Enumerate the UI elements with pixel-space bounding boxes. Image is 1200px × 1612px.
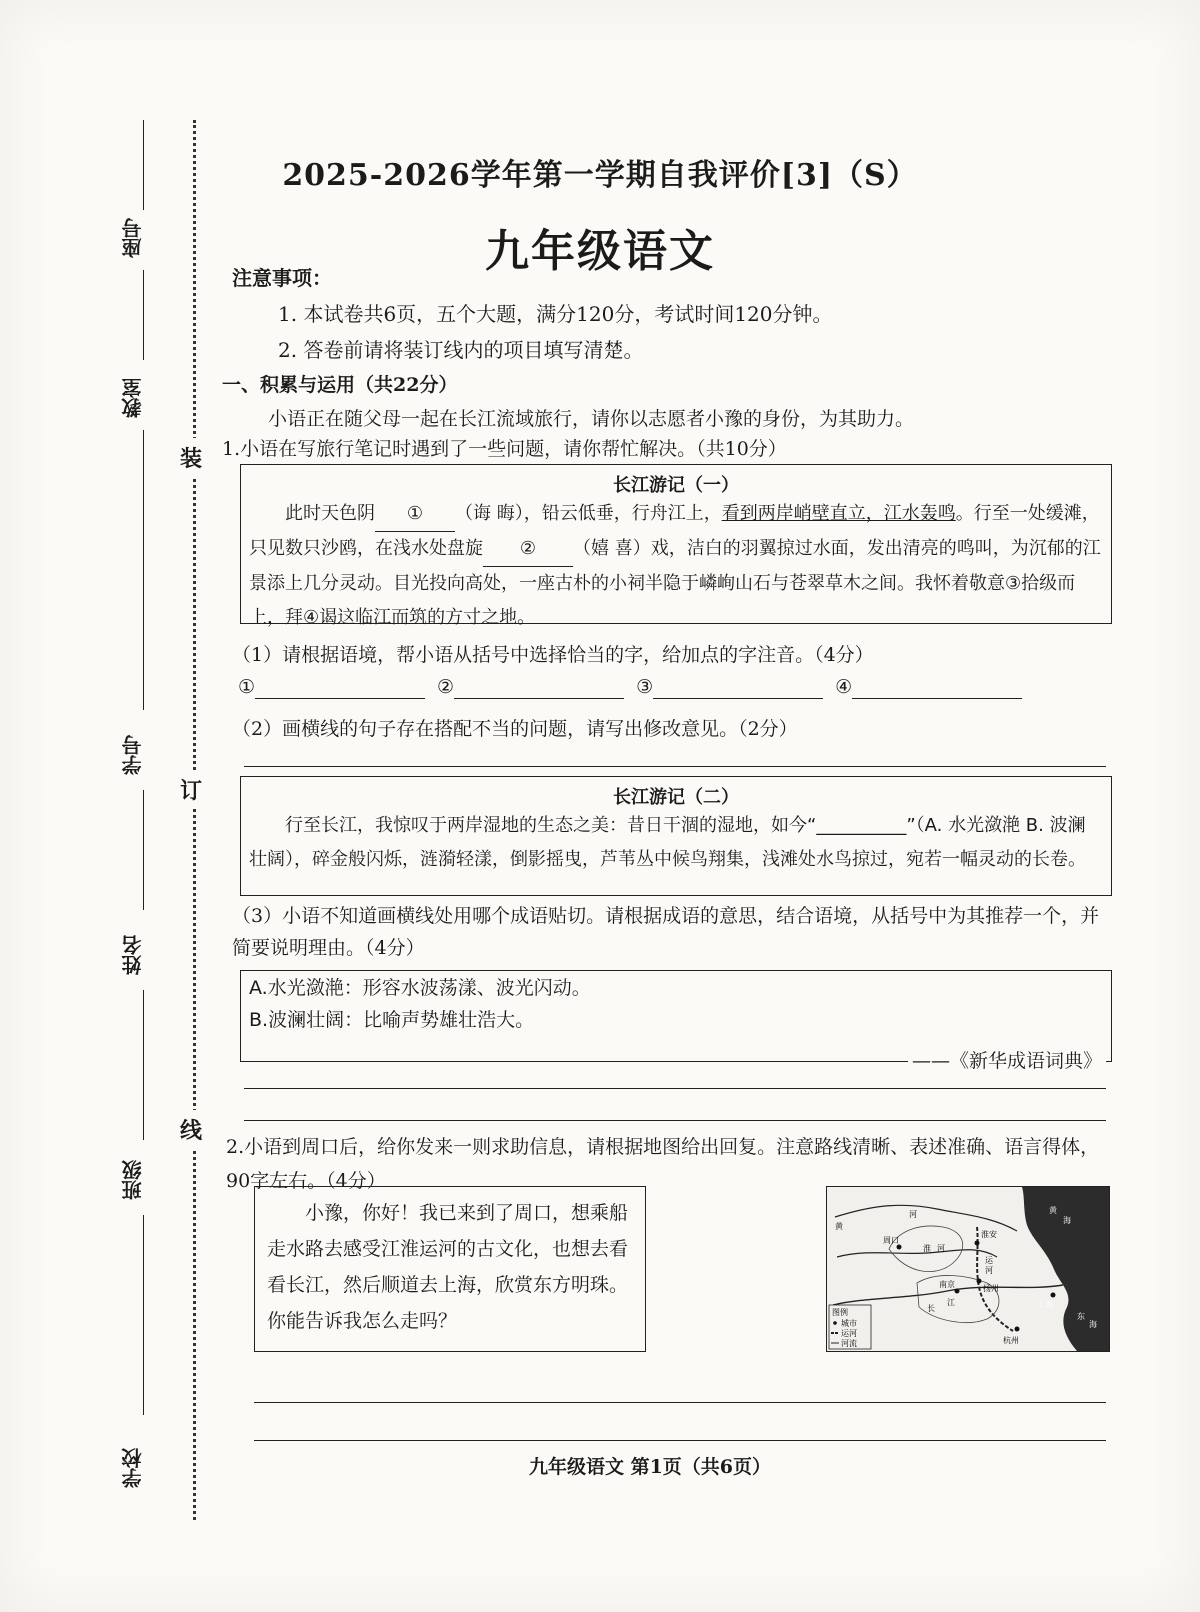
subject-title: 九年级语文 [485,226,715,277]
notice-heading: 注意事项： [232,266,332,290]
map-label: 淮 [923,1244,931,1253]
legend-city-symbol [833,1321,837,1325]
sub-question-2: （2）画横线的句子存在搭配不当的问题，请写出修改意见。（2分） [232,718,798,740]
province-outline-2 [917,1275,999,1322]
map-label: 河 [985,1266,993,1275]
section-intro: 小语正在随父母一起在长江流域旅行，请你以志愿者小豫的身份，为其助力。 [268,408,915,430]
name-line [143,790,144,910]
notice-item-2: 2. 答卷前请将装订线内的项目填写清楚。 [278,338,644,362]
answer-blank-4[interactable] [852,676,1022,699]
label-classroom: 教室 [121,378,145,418]
yellow-river [835,1205,1017,1231]
help-message-box [254,1186,646,1352]
map-label: 扬州 [983,1284,999,1293]
answer-row-1: ① ② ③ ④ [238,676,1098,699]
legend-river: 河流 [841,1339,857,1348]
answer-line-q2b[interactable] [254,1440,1106,1441]
binding-char-ding: 订 [180,770,202,809]
exam-title: 2025-2026学年第一学期自我评价[3]（S） [282,158,918,193]
map-svg [827,1187,1109,1351]
sub-question-3: （3）小语不知道画横线处用哪个成语贴切。请根据成语的意思，结合语境，从括号中为其推荐一个，并简要说明理由。（4分） [232,905,1100,959]
map-label: 长 [927,1304,935,1313]
class-line [143,990,144,1140]
binding-char-zhuang: 装 [180,438,202,477]
answer-line-2[interactable] [244,766,1106,767]
question-2: 2.小语到周口后，给你发来一则求助信息，请根据地图给出回复。注意路线清晰、表述准确、语言得体，90字左右。（4分） [226,1136,1100,1192]
map-label: 周口 [883,1236,899,1245]
idiom-b: B.波澜壮阔：比喻声势雄壮浩大。 [249,1009,535,1031]
label-class: 班级 [121,1160,145,1200]
map-label: 黄 [1049,1206,1057,1215]
map-label: 河 [937,1244,945,1253]
city-yangzhou [977,1279,982,1284]
map-label: 东 [1077,1312,1085,1321]
route-map [826,1186,1110,1352]
box2-title: 长江游记（二） [613,787,739,808]
school-line [143,1215,144,1415]
label-seat: 座号 [121,218,145,258]
map-label: 杭州 [1003,1336,1019,1345]
map-label: 河 [909,1210,917,1219]
map-label: 上海 [1037,1300,1053,1309]
huai-river [837,1250,997,1257]
idiom-a: A.水光潋滟：形容水波荡漾、波光闪动。 [249,977,591,999]
dictionary-source: ——《新华成语词典》 [908,1046,1106,1073]
city-zhoukou [897,1245,902,1250]
answer-line-3a[interactable] [244,1088,1106,1089]
notice-item-1: 1. 本试卷共6页，五个大题，满分120分，考试时间120分钟。 [278,302,833,326]
student-id-line [143,430,144,710]
map-label: 海 [1063,1216,1071,1225]
box1-title: 长江游记（一） [613,475,739,496]
box2-text: 行至长江，我惊叹于两岸湿地的生态之美：昔日干涸的湿地，如今“__________”（A. 水光潋滟 B. 波澜壮阔），碎金般闪烁，涟漪轻漾，倒影摇曳，芦苇丛中候鸟翔集，浅滩处水鸟掠过，宛若一幅灵动的长卷。 [249,815,1086,870]
answer-line-q2a[interactable] [254,1402,1106,1403]
map-label: 江 [947,1298,955,1307]
box1-text: 此时天色阴 ① （诲 晦），铅云低垂，行舟江上，看到两岸峭壁直立，江水轰鸣。行至一处缓滩，只见数只沙鸥，在浅水处盘旋 ② （嬉 喜）戏，洁白的羽翼掠过水面，发出清亮的鸣叫，为沉郁的江景添上几分灵动。目光投向高处，一座古朴的小祠半隐于嶙峋山石与苍翠草木之间。我怀着敬意③拾级而上，拜④谒这临江而筑的方寸之地。 [241,497,1111,635]
answer-line-3b[interactable] [244,1120,1106,1121]
travel-note-box-2 [240,776,1112,896]
blank-2[interactable]: ② [483,532,573,567]
help-message: 小豫，你好！我已来到了周口，想乘船走水路去感受江淮运河的古文化，也想去看看长江，然后顺道去上海，欣赏东方明珠。你能告诉我怎么走吗？ [267,1202,629,1332]
map-label: 海 [1089,1320,1097,1329]
city-hangzhou [1015,1327,1020,1332]
city-nanjing [955,1289,960,1294]
answer-blank-1[interactable] [255,676,425,699]
answer-blank-2[interactable] [454,676,624,699]
map-label: 南京 [939,1280,955,1289]
blank-1[interactable]: ① [375,497,455,532]
classroom-line [143,270,144,360]
city-shanghai [1051,1293,1056,1298]
sub-question-1: （1）请根据语境，帮小语从括号中选择恰当的字，给加点的字注音。（4分） [232,644,874,666]
legend-title: 图例 [832,1308,848,1317]
answer-blank-3[interactable] [653,676,823,699]
map-label: 淮安 [981,1230,997,1239]
travel-note-box-1 [240,464,1112,628]
section-heading: 一、积累与运用（共22分） [222,374,458,396]
binding-char-xian: 线 [180,1110,202,1149]
underlined-sentence: 看到两岸峭壁直立，江水轰鸣 [721,503,956,524]
page-footer: 九年级语文 第1页（共6页） [528,1456,772,1478]
city-huaian [975,1241,980,1246]
map-label: 运 [985,1256,993,1265]
map-label: 黄 [835,1222,843,1231]
question-1: 1.小语在写旅行笔记时遇到了一些问题，请你帮忙解决。（共10分） [222,438,787,460]
label-name: 姓名 [121,935,145,975]
label-school: 学校 [121,1448,145,1488]
legend-city: 城市 [841,1319,857,1328]
legend-canal: 运河 [841,1329,857,1338]
label-student-id: 学号 [121,735,145,775]
grand-canal [977,1227,1013,1331]
binding-dotted-line [193,120,196,1520]
